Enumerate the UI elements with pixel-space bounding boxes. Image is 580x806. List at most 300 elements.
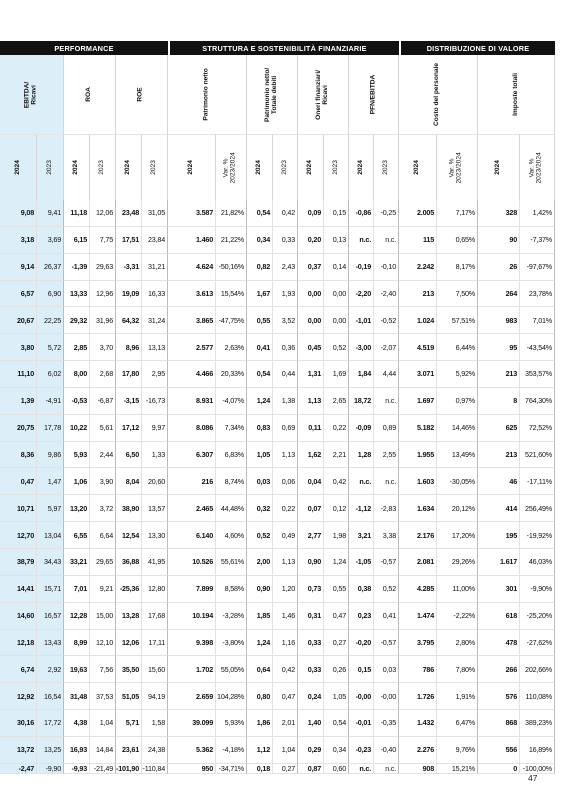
table-cell: -6,87 (90, 388, 116, 415)
year-label: 2023 (45, 160, 53, 175)
table-cell: 16,54 (37, 683, 64, 710)
table-cell: 868 (478, 710, 520, 737)
financial-table (0, 41, 552, 773)
table-cell: 1.955 (399, 442, 437, 469)
table-cell: 95 (478, 334, 520, 361)
table-cell: 90 (478, 227, 520, 254)
table-cell: 7,01 (64, 576, 90, 603)
table-cell: -0,52 (374, 307, 399, 334)
table-cell: 1,24 (324, 549, 349, 576)
table-cell: 9,97 (142, 415, 168, 442)
table-cell: 29,63 (90, 254, 116, 281)
table-cell: 7,01% (520, 307, 555, 334)
table-cell: 213 (478, 442, 520, 469)
table-cell: n.c. (349, 764, 374, 774)
year-label: 2024 (255, 160, 263, 175)
table-cell: 12,06 (116, 630, 142, 657)
year-label: Var. % 2023/2024 (223, 151, 238, 184)
table-cell: 13,30 (142, 522, 168, 549)
year-label: 2024 (124, 160, 132, 175)
table-cell: -27,62% (520, 630, 555, 657)
table-cell: 12,80 (142, 576, 168, 603)
table-cell: 1,04 (273, 737, 298, 764)
table-cell: -30,05% (437, 468, 478, 495)
table-cell: 6,74 (0, 656, 37, 683)
table-cell: 19,63 (64, 656, 90, 683)
table-cell: 521,60% (520, 442, 555, 469)
table-cell: 1,33 (142, 442, 168, 469)
table-cell: 10,71 (0, 495, 37, 522)
table-cell: 0,07 (298, 495, 324, 522)
table-cell: -47,75% (216, 307, 247, 334)
table-cell: 1.702 (168, 656, 216, 683)
table-cell: 2.005 (399, 200, 437, 227)
metric-label: Costo del personale (433, 62, 441, 127)
table-cell: 23,48 (116, 200, 142, 227)
table-cell: 16,89% (520, 737, 555, 764)
table-cell: 6,50 (116, 442, 142, 469)
metric-header (168, 55, 247, 134)
table-cell: 0,15 (324, 200, 349, 227)
table-cell: -3,80% (216, 630, 247, 657)
table-cell: -9,90 (37, 764, 64, 774)
table-cell: n.c. (374, 388, 399, 415)
table-cell: 0,09 (298, 200, 324, 227)
table-cell: 18,72 (349, 388, 374, 415)
table-cell: 21,22% (216, 227, 247, 254)
table-cell: 6,64 (90, 522, 116, 549)
table-cell: 1,28 (349, 442, 374, 469)
table-cell: 6,47% (437, 710, 478, 737)
table-cell: 33,21 (64, 549, 90, 576)
table-cell: 5.182 (399, 415, 437, 442)
table-cell: 17,51 (116, 227, 142, 254)
table-cell: 23,84 (142, 227, 168, 254)
year-label: 2024 (356, 160, 364, 175)
table-cell: -2,07 (374, 334, 399, 361)
table-cell: 1,12 (247, 737, 273, 764)
table-cell: 13,57 (142, 495, 168, 522)
table-cell: 20,75 (0, 415, 37, 442)
table-cell: 0,24 (298, 683, 324, 710)
table-cell: 1,93 (273, 281, 298, 308)
table-cell: -110,84 (142, 764, 168, 774)
table-cell: 38,90 (116, 495, 142, 522)
table-cell: 0,65% (437, 227, 478, 254)
table-cell: 0,29 (298, 737, 324, 764)
table-cell: 11,10 (0, 361, 37, 388)
table-cell: 0,97% (437, 388, 478, 415)
metric-header (0, 55, 64, 134)
table-cell: 12,54 (116, 522, 142, 549)
table-cell: 4.624 (168, 254, 216, 281)
metric-header (64, 55, 116, 134)
table-cell: 1.634 (399, 495, 437, 522)
table-cell: 20,12% (437, 495, 478, 522)
table-cell: 9,86 (37, 442, 64, 469)
table-cell: -0,09 (349, 415, 374, 442)
table-cell: 1,46 (273, 603, 298, 630)
table-cell: -19,92% (520, 522, 555, 549)
table-cell: -0,19 (349, 254, 374, 281)
table-cell: -100,00% (520, 764, 555, 774)
table-cell: -1,01 (349, 307, 374, 334)
table-cell: -17,11% (520, 468, 555, 495)
table-cell: 1.474 (399, 603, 437, 630)
table-cell: 1,69 (324, 361, 349, 388)
table-cell: -101,90 (116, 764, 142, 774)
table-cell: 576 (478, 683, 520, 710)
table-cell: 12,10 (90, 630, 116, 657)
table-cell: 6,44% (437, 334, 478, 361)
table-cell: 0,55 (247, 307, 273, 334)
table-cell: 1,13 (298, 388, 324, 415)
table-cell: 2.176 (399, 522, 437, 549)
table-cell: 0,04 (298, 468, 324, 495)
year-header (64, 134, 90, 200)
table-cell: -16,73 (142, 388, 168, 415)
table-cell: 1,16 (273, 630, 298, 657)
metric-header (247, 55, 298, 134)
table-cell: 1,62 (298, 442, 324, 469)
table-cell: 0,22 (324, 415, 349, 442)
table-cell: 8.931 (168, 388, 216, 415)
table-cell: 3.865 (168, 307, 216, 334)
metric-label: Patrimonio netto (202, 68, 210, 121)
table-cell: 216 (168, 468, 216, 495)
table-cell: 34,43 (37, 549, 64, 576)
table-cell: 23,61 (116, 737, 142, 764)
table-cell: -7,37% (520, 227, 555, 254)
table-cell: 7,17% (437, 200, 478, 227)
table-cell: 1.432 (399, 710, 437, 737)
table-cell: -9,93 (64, 764, 90, 774)
metric-header (478, 55, 555, 134)
table-cell: 17,68 (142, 603, 168, 630)
table-cell: 29,26% (437, 549, 478, 576)
section-header: STRUTTURA E SOSTENIBILITÀ FINANZIARIE (168, 41, 399, 55)
year-header (374, 134, 399, 200)
table-cell: n.c. (349, 468, 374, 495)
table-cell: 6,83% (216, 442, 247, 469)
metric-label: EBITDA/ Ricavi (23, 81, 38, 108)
table-cell: 0,52 (374, 576, 399, 603)
table-cell: 2.242 (399, 254, 437, 281)
year-label: Var. % 2023/2024 (529, 151, 543, 184)
table-cell: -0,23 (349, 737, 374, 764)
table-cell: 5,93% (216, 710, 247, 737)
table-cell: -1,12 (349, 495, 374, 522)
table-cell: 0,00 (298, 281, 324, 308)
table-cell: 1.603 (399, 468, 437, 495)
table-cell: -0,10 (374, 254, 399, 281)
table-cell: 16,93 (64, 737, 90, 764)
table-cell: n.c. (349, 227, 374, 254)
table-cell: 195 (478, 522, 520, 549)
table-cell: 0,33 (273, 227, 298, 254)
table-cell: 12,92 (0, 683, 37, 710)
year-header (437, 134, 478, 200)
table-cell: 57,51% (437, 307, 478, 334)
table-cell: 213 (399, 281, 437, 308)
table-cell: 30,16 (0, 710, 37, 737)
table-cell: 7,80% (437, 656, 478, 683)
table-cell: 7,34% (216, 415, 247, 442)
table-cell: -3,00 (349, 334, 374, 361)
table-cell: 26 (478, 254, 520, 281)
table-cell: -0,20 (349, 630, 374, 657)
table-cell: 13,25 (37, 737, 64, 764)
table-cell: 1.024 (399, 307, 437, 334)
table-cell: 328 (478, 200, 520, 227)
table-cell: 213 (478, 361, 520, 388)
table-cell: 0,27 (273, 764, 298, 774)
table-cell: 2.081 (399, 549, 437, 576)
table-cell: -34,71% (216, 764, 247, 774)
table-cell: 9,21 (90, 576, 116, 603)
year-label: 2023 (381, 160, 389, 175)
table-cell: 1,47 (37, 468, 64, 495)
year-label: 2024 (306, 160, 314, 175)
table-cell: 0,52 (324, 334, 349, 361)
year-label: 2024 (494, 160, 502, 175)
table-cell: 11,00% (437, 576, 478, 603)
table-cell: 5,92% (437, 361, 478, 388)
table-cell: -25,20% (520, 603, 555, 630)
table-cell: 6.140 (168, 522, 216, 549)
year-header (399, 134, 437, 200)
table-cell: 7,56 (90, 656, 116, 683)
table-cell: 0,34 (324, 737, 349, 764)
table-cell: 1.617 (478, 549, 520, 576)
table-cell: 12,06 (90, 200, 116, 227)
table-cell: 13,72 (0, 737, 37, 764)
year-label: Var. % 2023/2024 (449, 151, 463, 184)
table-cell: 1,13 (273, 442, 298, 469)
table-cell: 0,03 (247, 468, 273, 495)
page-number: 47 (528, 773, 538, 783)
table-cell: 0,03 (374, 656, 399, 683)
table-cell: 0,41 (247, 334, 273, 361)
table-cell: 13,49% (437, 442, 478, 469)
table-cell: 8,17% (437, 254, 478, 281)
table-cell: -4,18% (216, 737, 247, 764)
table-cell: -1,05 (349, 549, 374, 576)
year-label: 2024 (187, 160, 195, 175)
table-cell: 17,20% (437, 522, 478, 549)
table-cell: -2,47 (0, 764, 37, 774)
table-cell: 5.362 (168, 737, 216, 764)
table-cell: 1,24 (247, 630, 273, 657)
table-cell: -0,00 (349, 683, 374, 710)
table-cell: 14,46% (437, 415, 478, 442)
table-cell: -2,20 (349, 281, 374, 308)
table-cell: -0,40 (374, 737, 399, 764)
table-cell: 1.697 (399, 388, 437, 415)
table-cell: 2,44 (90, 442, 116, 469)
table-cell: 15,60 (142, 656, 168, 683)
table-cell: 618 (478, 603, 520, 630)
table-cell: 0,11 (298, 415, 324, 442)
table-cell: 0,27 (324, 630, 349, 657)
table-cell: 2,00 (247, 549, 273, 576)
table-cell: 764,30% (520, 388, 555, 415)
table-cell: 256,49% (520, 495, 555, 522)
table-cell: 3,72 (90, 495, 116, 522)
table-cell: -0,86 (349, 200, 374, 227)
table-cell: 0,06 (273, 468, 298, 495)
table-cell: 110,08% (520, 683, 555, 710)
metric-label: Patrimonio netto/ Totale debiti (264, 67, 278, 122)
table-cell: 0,90 (247, 576, 273, 603)
table-cell: 13,04 (37, 522, 64, 549)
table-cell: 1,58 (142, 710, 168, 737)
table-cell: 19,09 (116, 281, 142, 308)
table-cell: 264 (478, 281, 520, 308)
table-cell: 15,71 (37, 576, 64, 603)
table-cell: 3,52 (273, 307, 298, 334)
table-cell: 0,54 (247, 200, 273, 227)
table-cell: 11,18 (64, 200, 90, 227)
table-cell: 4,44 (374, 361, 399, 388)
table-cell: 0,00 (298, 307, 324, 334)
table-cell: 55,61% (216, 549, 247, 576)
year-header (349, 134, 374, 200)
table-cell: 389,23% (520, 710, 555, 737)
table-cell: -9,90% (520, 576, 555, 603)
table-cell: 9.398 (168, 630, 216, 657)
table-cell: 2,01 (273, 710, 298, 737)
table-cell: 5,61 (90, 415, 116, 442)
table-cell: 46 (478, 468, 520, 495)
table-cell: 2,85 (64, 334, 90, 361)
table-cell: 786 (399, 656, 437, 683)
table-cell: 2,77 (298, 522, 324, 549)
table-cell: 10.194 (168, 603, 216, 630)
table-cell: 0,13 (324, 227, 349, 254)
table-cell: 12,96 (90, 281, 116, 308)
table-cell: 0,00 (324, 307, 349, 334)
table-cell: 3.587 (168, 200, 216, 227)
table-cell: 9,41 (37, 200, 64, 227)
table-cell: 0,44 (273, 361, 298, 388)
metric-header (116, 55, 168, 134)
table-cell: 4.285 (399, 576, 437, 603)
table-cell: -2,83 (374, 495, 399, 522)
year-header (0, 134, 37, 200)
table-cell: -0,25 (374, 200, 399, 227)
table-cell: 10,22 (64, 415, 90, 442)
table-cell: 13,33 (64, 281, 90, 308)
table-cell: 9,14 (0, 254, 37, 281)
table-cell: 20,67 (0, 307, 37, 334)
table-cell: 3.795 (399, 630, 437, 657)
table-cell: 0,00 (324, 281, 349, 308)
table-cell: 6,02 (37, 361, 64, 388)
table-cell: 13,13 (142, 334, 168, 361)
table-cell: 0 (478, 764, 520, 774)
table-cell: 9,76% (437, 737, 478, 764)
table-cell: 13,28 (116, 603, 142, 630)
table-cell: 0,82 (247, 254, 273, 281)
table-cell: n.c. (374, 764, 399, 774)
table-cell: 12,70 (0, 522, 37, 549)
table-cell: 2,95 (142, 361, 168, 388)
table-cell: 13,43 (37, 630, 64, 657)
table-cell: 7.899 (168, 576, 216, 603)
table-cell: -25,36 (116, 576, 142, 603)
table-cell: 414 (478, 495, 520, 522)
table-cell: 1,85 (247, 603, 273, 630)
table-cell: 0,34 (247, 227, 273, 254)
table-cell: 23,78% (520, 281, 555, 308)
table-cell: 0,20 (298, 227, 324, 254)
table-cell: 55,05% (216, 656, 247, 683)
year-header (142, 134, 168, 200)
table-cell: 3,18 (0, 227, 37, 254)
table-cell: 17,11 (142, 630, 168, 657)
table-cell: 1,04 (90, 710, 116, 737)
year-label: 2023 (331, 160, 339, 175)
metric-label: ROE (137, 87, 145, 102)
year-header (520, 134, 555, 200)
year-label: 2024 (13, 160, 21, 175)
table-cell: 2.577 (168, 334, 216, 361)
table-cell: -50,16% (216, 254, 247, 281)
year-header (247, 134, 273, 200)
metric-header (399, 55, 478, 134)
table-cell: 0,38 (349, 576, 374, 603)
table-cell: 26,37 (37, 254, 64, 281)
table-cell: 37,53 (90, 683, 116, 710)
table-cell: 10.526 (168, 549, 216, 576)
table-cell: -2,22% (437, 603, 478, 630)
table-cell: 7,50% (437, 281, 478, 308)
table-cell: 0,64 (247, 656, 273, 683)
table-cell: 72,52% (520, 415, 555, 442)
table-cell: 5,93 (64, 442, 90, 469)
table-cell: 1,98 (324, 522, 349, 549)
table-cell: 3,69 (37, 227, 64, 254)
table-cell: 2,55 (374, 442, 399, 469)
table-cell: -4,91 (37, 388, 64, 415)
section-header: PERFORMANCE (0, 41, 168, 55)
table-cell: -21,49 (90, 764, 116, 774)
table-cell: 14,60 (0, 603, 37, 630)
table-cell: -3,28% (216, 603, 247, 630)
table-cell: n.c. (374, 227, 399, 254)
table-cell: 0,14 (324, 254, 349, 281)
table-cell: 908 (399, 764, 437, 774)
year-label: 2023 (280, 160, 288, 175)
table-cell: 2.276 (399, 737, 437, 764)
year-label: 2024 (413, 160, 421, 175)
table-cell: 0,12 (324, 495, 349, 522)
table-cell: 0,32 (247, 495, 273, 522)
table-cell: 0,18 (247, 764, 273, 774)
table-cell: 1,24 (247, 388, 273, 415)
table-cell: 64,32 (116, 307, 142, 334)
section-header: DISTRIBUZIONE DI VALORE (399, 41, 555, 55)
table-cell: 8.086 (168, 415, 216, 442)
table-cell: 9,08 (0, 200, 37, 227)
table-cell: 8,00 (64, 361, 90, 388)
table-cell: 301 (478, 576, 520, 603)
table-cell: 0,60 (324, 764, 349, 774)
table-cell: 625 (478, 415, 520, 442)
table-cell: 8,99 (64, 630, 90, 657)
table-cell: 2,43 (273, 254, 298, 281)
